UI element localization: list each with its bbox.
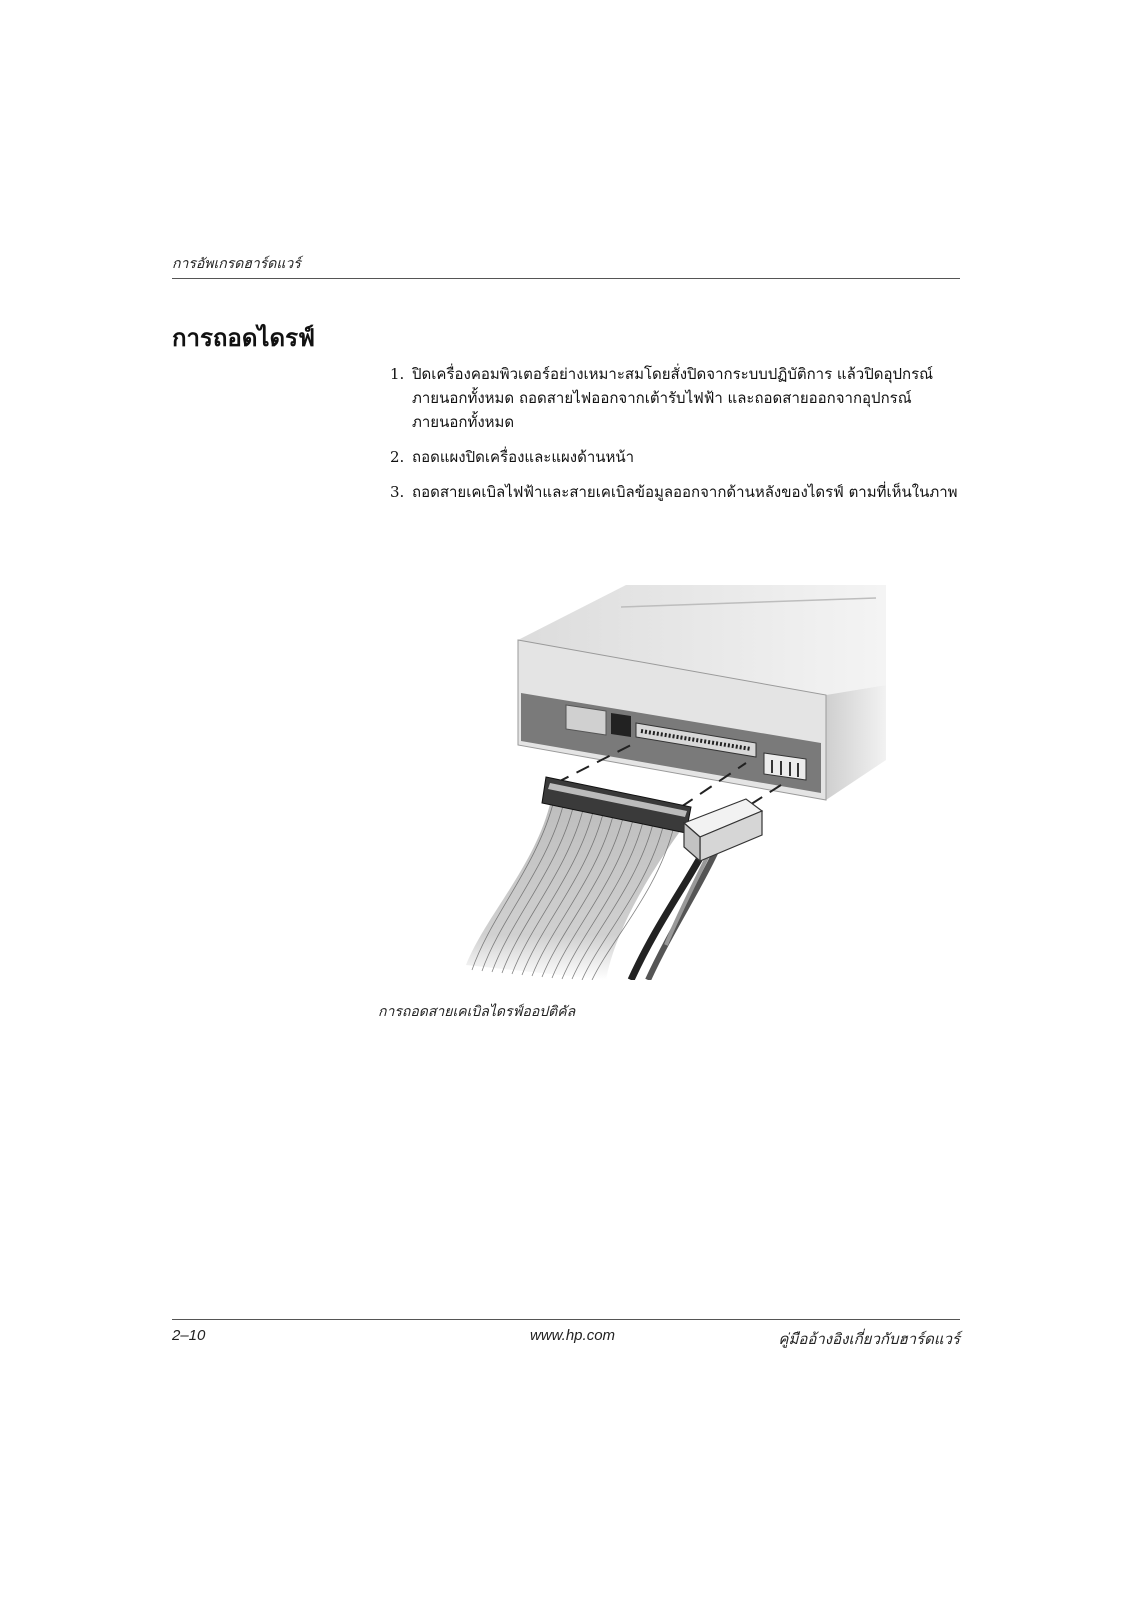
step-number: 1. [390, 365, 405, 383]
ribbon-cable [466, 800, 681, 980]
step-item [390, 362, 965, 434]
step-item [390, 480, 965, 504]
drive-cable-illustration [466, 585, 916, 980]
step-number: 3. [390, 483, 405, 501]
footer-rule [172, 1319, 960, 1320]
footer-doc-title: คู่มืออ้างอิงเกี่ยวกับฮาร์ดแวร์ [778, 1331, 960, 1348]
header-rule [172, 278, 960, 279]
step-text: ถอดสายเคเบิลไฟฟ้าและสายเคเบิลข้อมูลออกจากด้านหลังของไดรฟ์ ตามที่เห็นในภาพ [412, 483, 958, 501]
steps-list [390, 362, 965, 515]
power-connector [684, 799, 762, 861]
figure-caption: การถอดสายเคเบิลไดรฟ์ออปติคัล [378, 1003, 576, 1019]
page-number: 2–10 [172, 1327, 206, 1344]
step-number: 2. [390, 448, 405, 466]
step-text: ถอดแผงปิดเครื่องและแผงด้านหน้า [412, 448, 635, 466]
optical-drive [518, 585, 886, 800]
running-header: การอัพเกรดฮาร์ดแวร์ [172, 255, 301, 271]
footer-url: www.hp.com [530, 1327, 616, 1344]
step-item [390, 445, 965, 469]
step-text: ปิดเครื่องคอมพิวเตอร์อย่างเหมาะสมโดยสั่งปิดจากระบบปฏิบัติการ แล้วปิดอุปกรณ์ภายนอกทั้งหมด ถอดสายไฟออกจากเต้ารับไฟฟ้า และถอดสายออกจากอุปกรณ์ภายนอกทั้งหมด [412, 365, 934, 431]
section-title: การถอดไดรฟ์ [172, 324, 315, 352]
